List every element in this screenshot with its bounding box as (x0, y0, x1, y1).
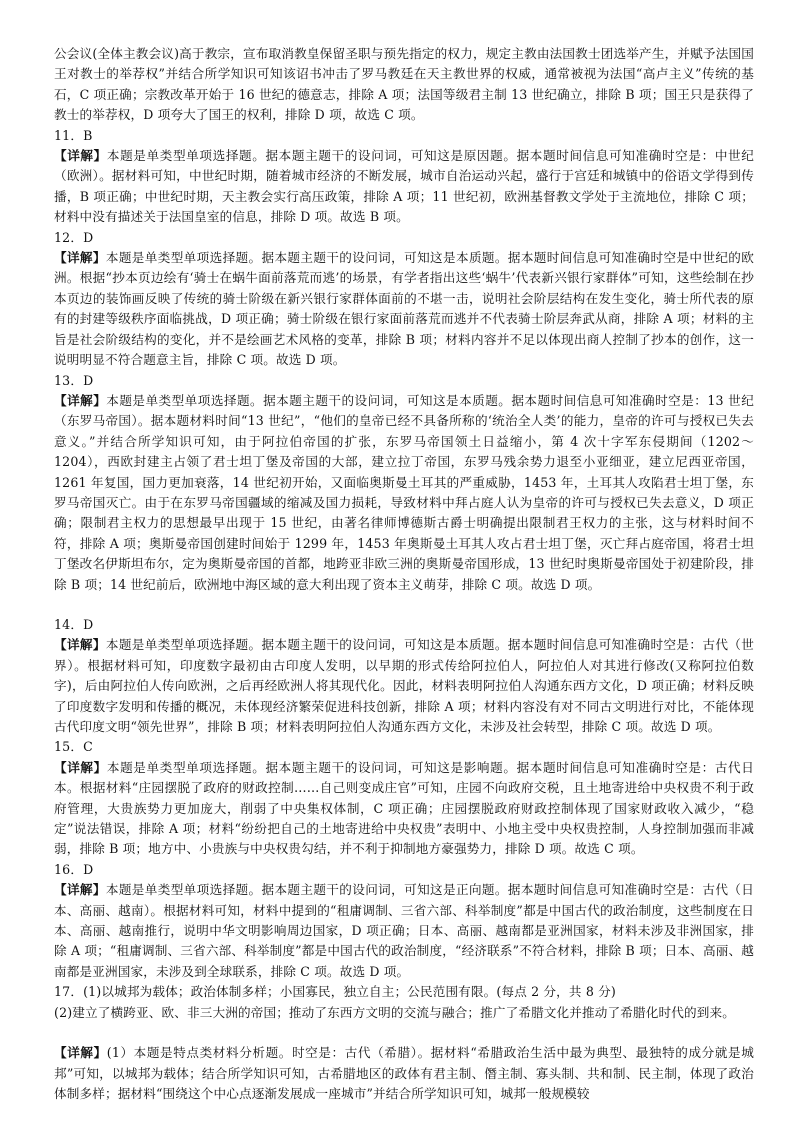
explanation-text: 本题是单类型单项选择题。据本题主题干的设问词，可知这是原因题。据本题时间信息可知准确时空是：中世纪（欧洲）。据材料可知，中世纪时期，随着城市经济的不断发展，城市自治运动兴起，盛行于宫廷和城镇中的俗语文学得到传播，B 项正确；中世纪时期，天主教会实行高压政策，排除 A 项；11 世纪初，欧洲基督教文学处于主流地位，排除 C 项；材料中没有描述关于法国皇室的信息，排除 D 项。故选 B 项。 (54, 148, 754, 225)
answer-number: 11．B (54, 127, 93, 143)
explanation-text: 本题是单类型单项选择题。据本题主题干的设问词，可知这是影响题。据本题时间信息可知准确时空是：古代日本。根据材料“庄园摆脱了政府的财政控制……自己则变成庄官”可知，庄园不向政府交税，且土地寄进给中央权贵不利于政府管理，大贵族势力更加庞大，削弱了中央集权体制，C 项正确；庄园摆脱政府财政控制体现了国家财政收入减少，“稳定”说法错误，排除 A 项；材料“纷纷把自己的土地寄进给中央权贵”表明中、小地主受中央权贵控制，人身控制加强而非减弱，排除 B 项；地方中、小贵族与中央权贵勾结，并不利于抑制地方豪强势力，排除 D 项。故选 C 项。 (54, 759, 754, 857)
explanation-label: 【详解】 (54, 250, 106, 266)
body-paragraph: (2)建立了横跨亚、欧、非三大洲的帝国；推动了东西方文明的交流与融合；推广了希腊文化并推动了希腊化时代的到来。 (54, 1004, 735, 1020)
explanation-paragraph (54, 248, 754, 370)
explanation-text: 本题是单类型单项选择题。据本题主题干的设问词，可知这是本质题。据本题时间信息可知准确时空是：古代（世界）。根据材料可知，印度数字最初由古印度人发明，以早期的形式传给阿拉伯人，阿拉伯人对其进行修改(又称阿拉伯数字)，后由阿拉伯人传向欧洲，之后再经欧洲人将其现代化。因此，材料表明阿拉伯人沟通东西方文化，D 项正确；材料反映了印度数字发明和传播的概况，未体现经济繁荣促进科技创新，排除 A 项；材料内容没有对不同古文明进行对比，不能体现古代印度文明“领先世界”，排除 B 项；材料表明阿拉伯人沟通东西方文化，未涉及社会转型，排除 C 项。故选 D 项。 (54, 637, 754, 734)
explanation-text: 本题是单类型单项选择题。据本题主题干的设问词，可知这是本质题。据本题时间信息可知准确时空是：13 世纪（东罗马帝国）。据本题材料时间“13 世纪”，“他们的皇帝已经不具备所称的‘统治全人类’的能力，皇帝的许可与授权已失去意义。”并结合所学知识可知，由于阿拉伯帝国的扩张，东罗马帝国领土日益缩小，第 4 次十字军东侵期间（1202～1204），西欧封建主占领了君士坦丁堡及帝国的大部，建立拉丁帝国，东罗马残余势力退至小亚细亚，建立尼西亚帝国，1261 年复国，国力更加衰落，14 世纪初开始，又面临奥斯曼土耳其的严重威胁，1453 年，土耳其人攻陷君士坦丁堡，东罗马帝国灭亡。由于在东罗马帝国疆域的缩减及国力损耗，导致材料中拜占庭人认为皇帝的许可与授权已失去意义，D 项正确；限制君主权力的思想最早出现于 15 世纪，由著名律师博德斯古爵士明确提出限制君王权力的主张，这与材料时间不符，排除 A 项；奥斯曼帝国创建时间始于 1299 年，1453 年奥斯曼土耳其人攻占君士坦丁堡，灭亡拜占庭帝国，将君士坦丁堡改名伊斯坦布尔，定为奥斯曼帝国的首都，地跨亚非欧三洲的奥斯曼帝国形成，13 世纪时奥斯曼帝国处于初建阶段，排除 B 项；14 世纪前后，欧洲地中海区域的意大利出现了资本主义萌芽，排除 C 项。故选 D 项。 (54, 392, 754, 592)
explanation-label: 【详解】 (54, 392, 107, 408)
answer-explanation-page (54, 44, 754, 1104)
body-paragraph: 17．(1)以城邦为载体；政治体制多样；小国寡民，独立自主；公民范围有限。(每点 2 分，共 8 分) (54, 984, 616, 1000)
explanation-label: 【详解】 (54, 882, 106, 898)
explanation-paragraph (54, 146, 754, 228)
answer-number: 13．D (54, 372, 94, 388)
explanation-text: 本题是单类型单项选择题。据本题主题干的设问词，可知这是正向题。据本题时间信息可知准确时空是：古代（日本、高丽、越南）。根据材料可知，材料中提到的“租庸调制、三省六部、科举制度”都是中国古代的政治制度，这些制度在日本、高丽、越南推行，说明中华文明影响周边国家，D 项正确；日本、高丽、越南都是亚洲国家，材料未涉及非洲国家，排除 A 项；“租庸调制、三省六部、科举制度”都是中国古代的政治制度，“经济联系”不符合材料，排除 B 项；日本、高丽、越南都是亚洲国家，未涉及到全球联系，排除 C 项。故选 D 项。 (54, 882, 754, 979)
body-paragraph: 公会议(全体主教会议)高于教宗，宣布取消教皇保留圣职与预先指定的权力，规定主教由法国教士团选举产生，并赋予法国国王对教士的举荐权”并结合所学知识可知该诏书冲击了罗马教廷在天主教世界的权威，通常被视为法国“高卢主义”传统的基石，C 项正确；宗教改革开始于 16 世纪的德意志，排除 A 项；法国等级君主制 13 世纪确立，排除 B 项；国王只是获得了教士的举荐权，D 项夸大了国王的权利，排除 D 项，故选 C 项。 (54, 46, 754, 123)
explanation-paragraph (54, 758, 754, 860)
paragraph-gap (54, 595, 754, 615)
explanation-paragraph (54, 635, 754, 737)
explanation-paragraph (54, 880, 754, 982)
explanation-label: 【详解】 (54, 1045, 107, 1061)
paragraph-gap (54, 1023, 754, 1043)
answer-number: 16．D (54, 861, 94, 877)
answer-number: 12．D (54, 229, 94, 245)
explanation-text: (1）本题是特点类材料分析题。时空是：古代（希腊）。据材料“希腊政治生活中最为典型、最独特的成分就是城邦”可知，以城邦为载体；结合所学知识可知，古希腊地区的政体有君主制、僭主制、寡头制、共和制、民主制，体现了政治体制多样；据材料“围绕这个中心点逐渐发展成一座城市”并结合所学知识可知，城邦一般规模较 (54, 1045, 754, 1101)
answer-number: 15．C (54, 739, 93, 755)
explanation-label: 【详解】 (54, 637, 106, 653)
explanation-paragraph (54, 391, 754, 595)
explanation-paragraph (54, 1043, 754, 1104)
answer-number: 14．D (54, 616, 94, 632)
explanation-text: 本题是单类型单项选择题。据本题主题干的设问词，可知这是本质题。据本题时间信息可知准确时空是中世纪的欧洲。根据“抄本页边绘有‘骑士在蜗牛面前落荒而逃’的场景，有学者指出这些‘蜗牛’代表新兴银行家群体”可知，这些绘制在抄本页边的装饰画反映了传统的骑士阶级在新兴银行家群体面前的不堪一击，说明社会阶层结构在发生变化，骑士所代表的原有的封建等级秩序面临挑战，D 项正确；骑士阶级在银行家面前落荒而逃并不代表骑士阶层奔武从商，排除 A 项；材料的主旨是社会阶级结构的变化，并不是绘画艺术风格的变革，排除 B 项；材料内容并不足以体现出商人控制了抄本的创作，这一说明明显不符合题意主旨，排除 C 项。故选 D 项。 (54, 250, 754, 368)
explanation-label: 【详解】 (54, 148, 107, 164)
explanation-label: 【详解】 (54, 759, 107, 775)
